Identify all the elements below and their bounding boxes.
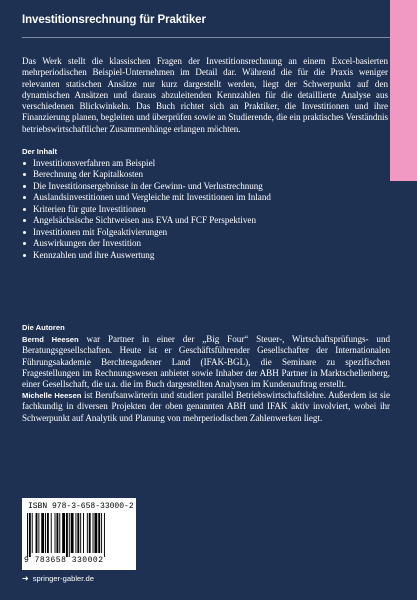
inhalt-list	[22, 158, 271, 261]
barcode-digits: 9 783658 330002	[24, 556, 104, 565]
list-item	[22, 204, 271, 215]
list-item-label: Angelsächsische Sichtweisen aus EVA und FCF Perspektiven	[33, 215, 256, 226]
author-bio-text: ist Berufsanwärterin und studiert parallel Betriebswirtschaftslehre. Außerdem ist sie fachkundig in diversen Projekten der oben genannten ABH und IFAK aktiv involviert, wobei ihr Schwerpunkt auf Analytik und Planung von mehrperiodischen Zahlenwerken liegt.	[22, 390, 391, 423]
list-item	[22, 227, 271, 238]
barcode-bar	[69, 513, 70, 557]
accent-band	[390, 0, 417, 181]
barcode-bar	[47, 513, 49, 553]
barcode-bar	[62, 513, 65, 553]
barcode-bar	[83, 513, 84, 553]
bullet-icon	[23, 173, 26, 176]
publisher-url: springer-gabler.de	[32, 574, 94, 583]
page-title: Investitionsrechnung für Praktiker	[22, 14, 206, 26]
list-item	[22, 181, 271, 192]
publisher-footer	[22, 574, 94, 583]
barcode-bar	[55, 513, 56, 553]
barcode-bar	[104, 513, 105, 557]
author-bio-michelle	[22, 390, 390, 424]
barcode-bar	[89, 513, 91, 553]
barcode-bar	[87, 513, 88, 553]
barcode-bar	[51, 513, 52, 553]
list-item-label: Kriterien für gute Investitionen	[33, 203, 146, 214]
barcode-bar	[36, 513, 38, 553]
list-item	[22, 238, 271, 249]
barcode-bar	[101, 513, 102, 553]
title-divider	[22, 37, 390, 38]
barcode-bar	[56, 513, 58, 553]
bullet-icon	[23, 242, 26, 245]
list-item	[22, 169, 271, 180]
bullet-icon	[23, 162, 26, 165]
list-item	[22, 215, 271, 226]
bullet-icon	[23, 254, 26, 257]
author-name: Michelle Heesen	[22, 391, 82, 400]
bullet-icon	[23, 208, 26, 211]
list-item	[22, 250, 271, 261]
autoren-heading: Die Autoren	[22, 323, 65, 332]
isbn-barcode	[22, 498, 136, 570]
author-bio-text: war Partner in einer der „Big Four“ Steuer-, Wirtschaftsprüfungs- und Beratungsgesellschaften. Heute ist er Geschäftsführender Gesellschafter der Internationalen Führungsakademie Berchtesgadener Land (IFAK-BGL), die Seminare zu spezifischen Fragestellungen im Rechnungswesen anbietet sowie Inhaber der ABH Partner in Marktschellenberg, einer Gesellschaft, die u.a. die im Buch dargestellten Analysen im Kundenauftrag erstellt.	[22, 334, 390, 390]
list-item-label: Investitionen mit Folgeaktivierungen	[33, 226, 168, 237]
barcode-bar	[80, 513, 81, 553]
barcode-bars	[27, 513, 131, 557]
list-item-label: Die Investitionsergebnisse in der Gewinn- und Verlustrechnung	[33, 180, 263, 191]
barcode-bar	[75, 513, 76, 553]
list-item-label: Auslandsinvestitionen und Vergleiche mit Investitionen im Inland	[33, 192, 271, 203]
bullet-icon	[23, 185, 26, 188]
bullet-icon	[23, 219, 26, 222]
list-item-label: Berechnung der Kapitalkosten	[33, 169, 144, 180]
list-item	[22, 192, 271, 203]
barcode-bar	[41, 513, 44, 553]
list-item-label: Auswirkungen der Investition	[33, 238, 142, 249]
list-item-label: Investitionsverfahren am Beispiel	[33, 158, 156, 168]
barcode-bar	[59, 513, 60, 553]
isbn-label: ISBN 978-3-658-33000-2	[28, 502, 134, 511]
barcode-bar	[66, 513, 68, 557]
barcode-bar	[38, 513, 39, 553]
list-item	[22, 158, 271, 169]
bullet-icon	[23, 196, 26, 199]
barcode-bar	[32, 513, 33, 553]
barcode-bar	[94, 513, 97, 553]
barcode-bar	[77, 513, 79, 553]
barcode-bar	[27, 513, 28, 557]
arrow-right-icon: ➜	[22, 574, 29, 583]
bullet-icon	[23, 231, 26, 234]
list-item-label: Kennzahlen und ihre Auswertung	[33, 249, 155, 260]
barcode-bar	[45, 513, 46, 553]
barcode-bar	[98, 513, 100, 553]
inhalt-heading: Der Inhalt	[22, 147, 58, 156]
author-bio-bernd	[22, 334, 390, 390]
intro-paragraph: Das Werk stellt die klassischen Fragen der Investitionsrechnung an einem Excel-basierten mehrperiodischen Beispiel-Unternehmen im Detail dar. Während die für die Praxis weniger relevanten statischen Ansätze nur kurz dargestellt werden, liegt der Schwerpunkt auf den dynamischen Ansätzen und daraus abzuleitenden Kennzahlen für die detaillierte Analyse aus verschiedenen Blickwinkeln. Das Buch richtet sich an Praktiker, die Investitionen und ihre Finanzierung planen, begleiten und überprüfen sowie an Studierende, die ein praktisches Verständnis betriebswirtschaftlicher Zusammenhänge erlangen möchten.	[22, 56, 388, 134]
author-name: Bernd Heesen	[22, 335, 79, 344]
barcode-bar	[29, 513, 31, 557]
barcode-bar	[93, 513, 94, 553]
barcode-bar	[71, 513, 74, 553]
